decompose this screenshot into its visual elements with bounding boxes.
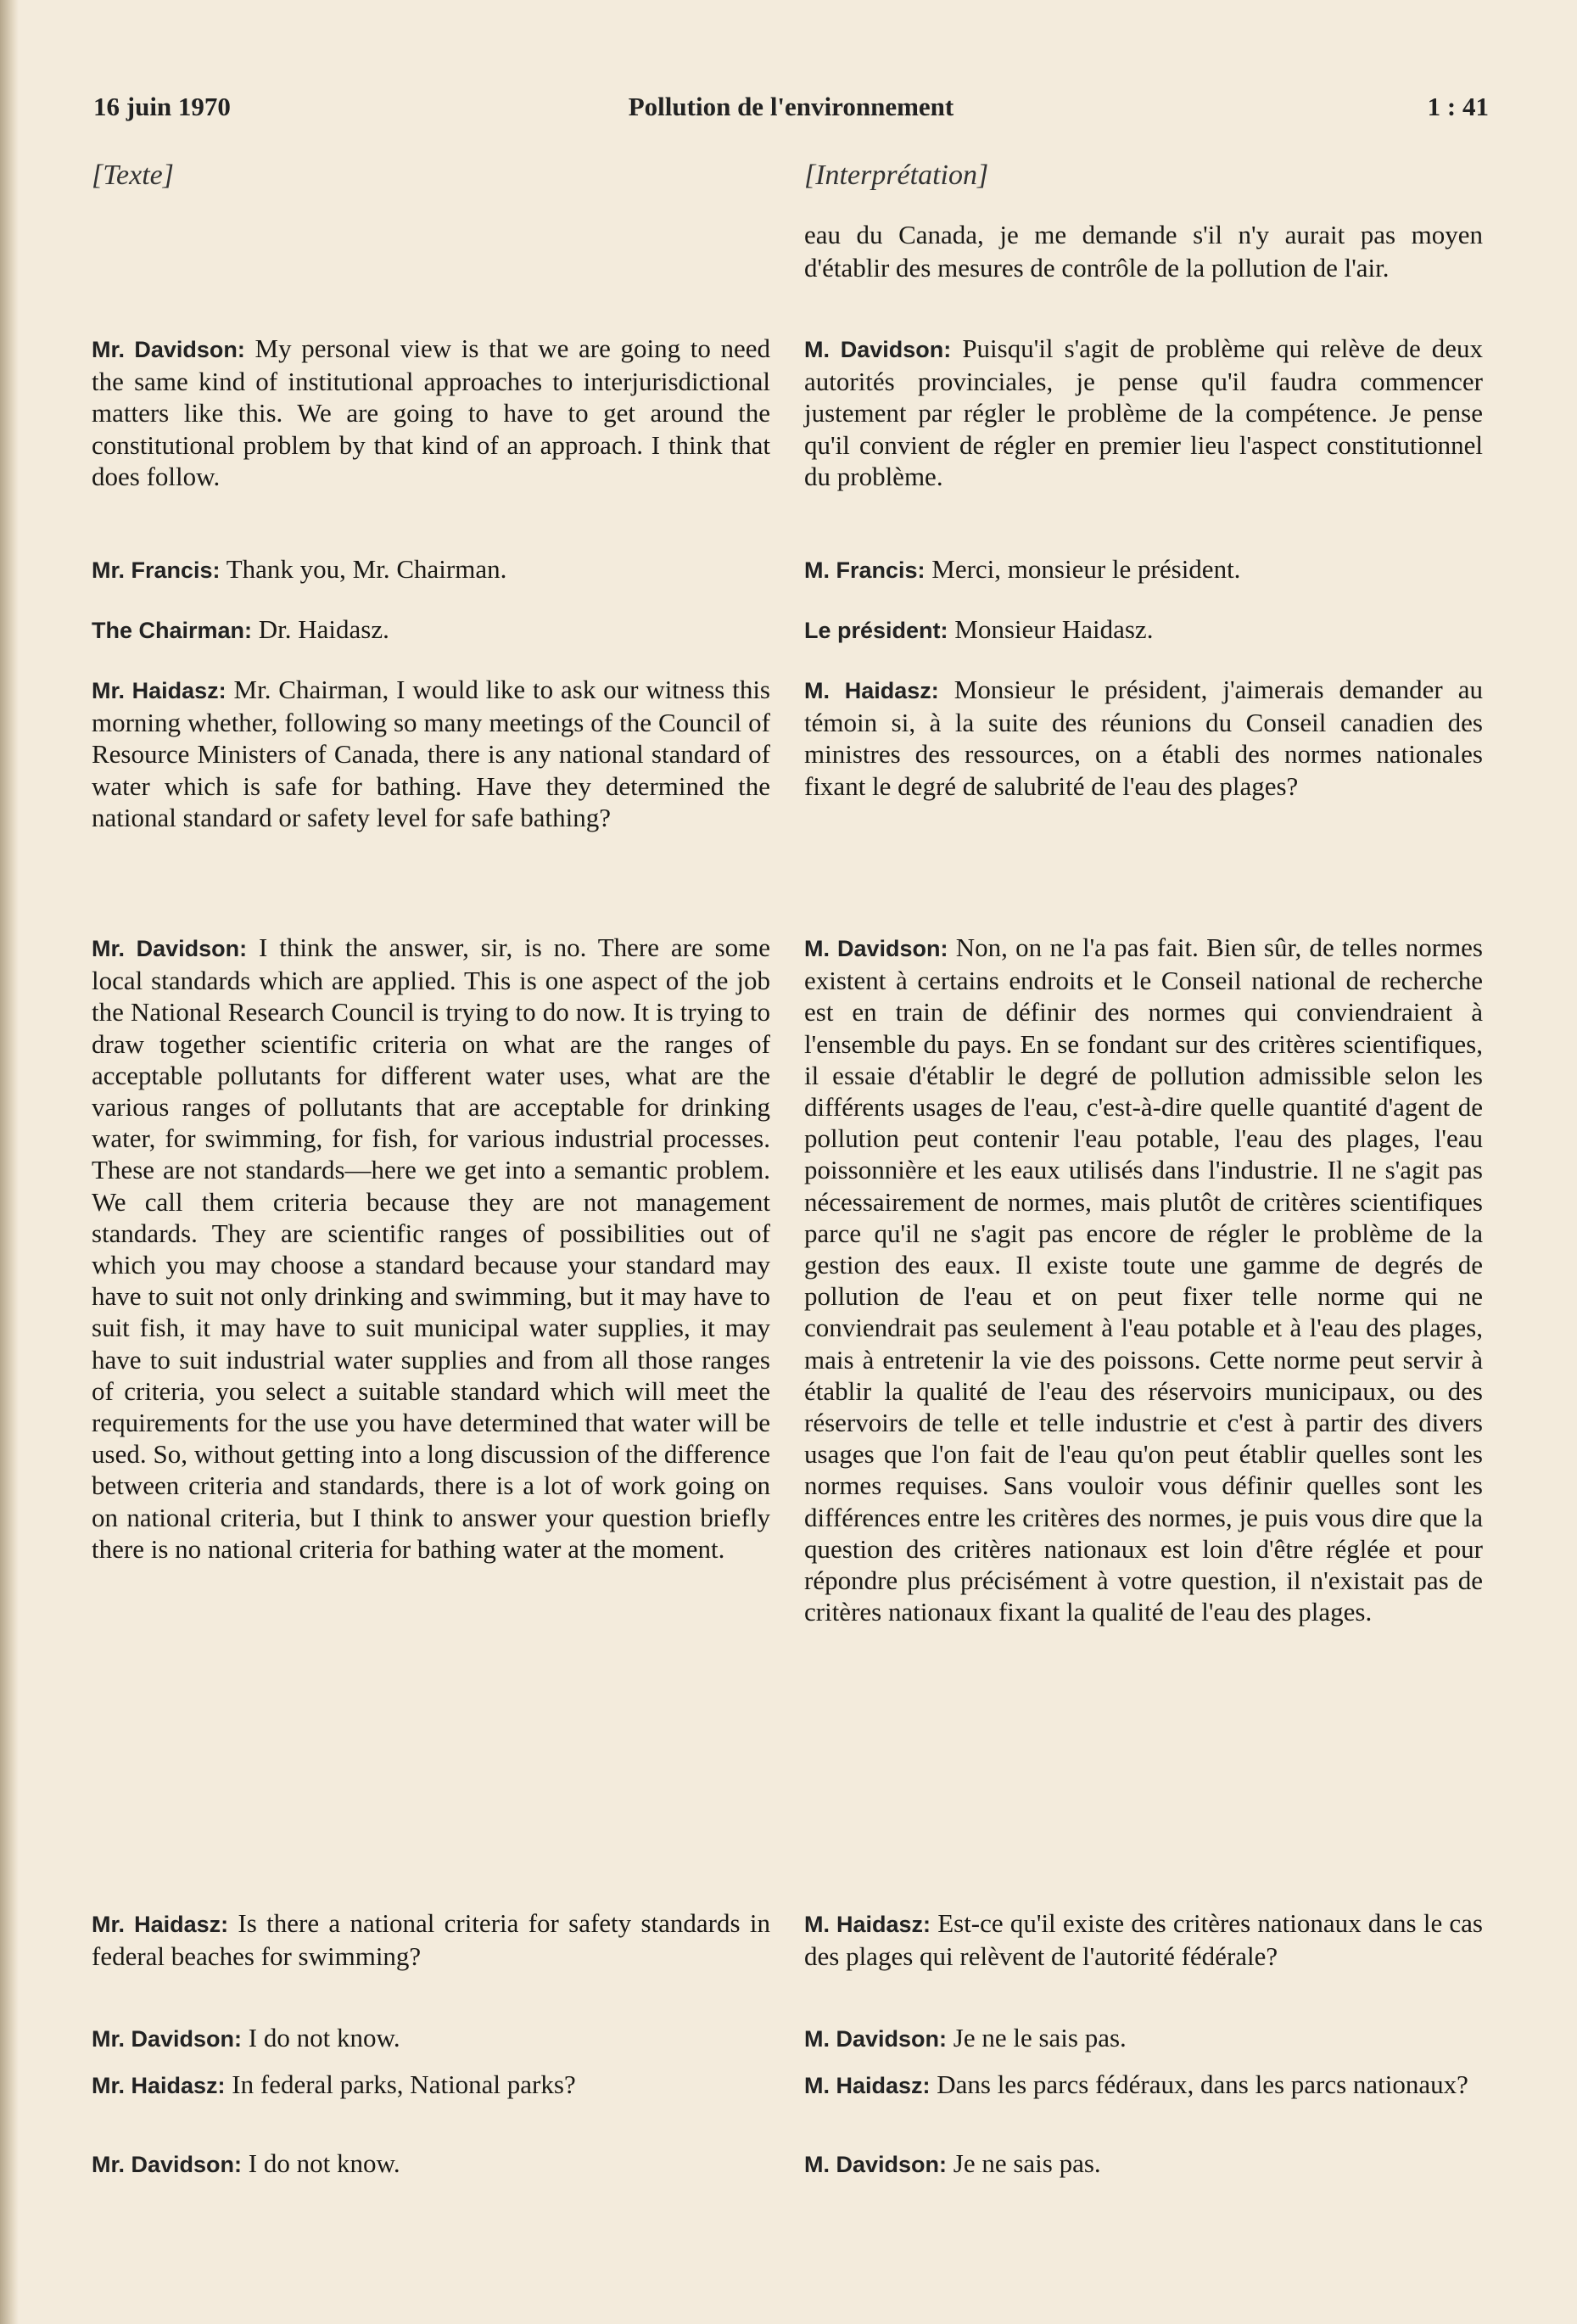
speaker-name: The Chairman: (92, 618, 253, 643)
speaker-name: M. Davidson: (804, 936, 948, 961)
speaker-name: Mr. Haidasz: (92, 1912, 229, 1937)
speaker-name: Mr. Davidson: (92, 2026, 243, 2052)
speaker-name: Mr. Davidson: (92, 2152, 243, 2177)
speech-text: eau du Canada, je me demande s'il n'y aurait pas moyen d'établir des mesures de contrôle de la pollution de l'air. (804, 220, 1483, 283)
speaker-name: M. Davidson: (804, 2152, 948, 2177)
speech-text: Monsieur le président, j'aimerais demander au témoin si, à la suite des réunions du Conseil canadien des ministres des ressources, on a établi des normes nationales fixant le degré de salubrité de l'eau des plages? (804, 675, 1483, 801)
speech-text: Mr. Chairman, I would like to ask our witness this morning whether, following so many meetings of the Council of Resource Ministers of Canada, there is any national standard of water which is safe for bathing. Have they determined the national standard or safety level for safe bathing? (92, 675, 770, 832)
speech-text: I do not know. (242, 2148, 400, 2178)
speech-text: Je ne le sais pas. (947, 2023, 1127, 2052)
column-label-texte: [Texte] (92, 160, 174, 191)
transcript-paragraph (92, 2148, 770, 2181)
page-spine-shadow (0, 0, 19, 2324)
running-header (93, 92, 1489, 127)
transcript-paragraph (804, 2022, 1483, 2055)
speech-text: Merci, monsieur le président. (925, 554, 1241, 584)
speech-text: Thank you, Mr. Chairman. (220, 554, 507, 584)
speech-text: Dr. Haidasz. (252, 614, 389, 644)
header-date: 16 juin 1970 (93, 92, 231, 121)
transcript-paragraph (804, 1907, 1483, 1972)
transcript-paragraph (804, 674, 1483, 802)
speech-text: Je ne sais pas. (947, 2148, 1101, 2178)
speech-text: Non, on ne l'a pas fait. Bien sûr, de telles normes existent à certains endroits et le Conseil national de recherche est en train de définir des normes qui conviendraient à l'ensemble du pays. En se fondant sur des critères scientifiques, il essaie d'établir le degré de pollution admissible selon les différents usages de l'eau, c'est-à-dire quelle quantité d'agent de pollution peut contenir l'eau potable, l'eau des plages, l'eau poissonnière et les eaux utilisés dans l'industrie. Il ne s'agit pas nécessairement de normes, mais plutôt de critères scientifiques parce qu'il ne s'agit pas encore de régler le problème de la gestion des eaux. Il existe toute une gamme de degrés de pollution de l'eau et on peut fixer telle norme qui ne conviendrait pas seulement à l'eau potable et à l'eau des plages, mais à entretenir la vie des poissons. Cette norme peut servir à établir la qualité de l'eau des réservoirs municipaux, ou des réservoirs de telle et telle industrie et c'est à partir des divers usages que l'on fait de l'eau qu'on peut établir quelles sont les normes requises. Sans vouloir vous définir quelles sont les différences entre les critères des normes, je puis vous dire que la question des critères nationaux est loin d'être réglée et pour répondre plus précisément à votre question, il n'existait pas de critères nationaux fixant la qualité de l'eau des plages. (804, 932, 1484, 1627)
speaker-name: M. Haidasz: (804, 678, 939, 703)
speaker-name: Mr. Francis: (92, 557, 221, 583)
speech-text: I do not know. (242, 2023, 400, 2052)
speech-text: Est-ce qu'il existe des critères nationaux dans le cas des plages qui relèvent de l'autorité fédérale? (804, 1908, 1483, 1972)
transcript-paragraph (804, 2148, 1483, 2181)
speaker-name: Le président: (804, 618, 948, 643)
speaker-name: Mr. Davidson: (92, 337, 245, 362)
transcript-paragraph (804, 932, 1483, 1627)
speaker-name: Mr. Haidasz: (92, 678, 226, 703)
transcript-paragraph (92, 613, 770, 647)
speaker-name: M. Francis: (804, 557, 926, 583)
speaker-name: Mr. Davidson: (92, 936, 248, 961)
speech-text: Monsieur Haidasz. (948, 614, 1154, 644)
header-title: Pollution de l'environnement (628, 92, 954, 121)
transcript-paragraph (804, 553, 1483, 586)
transcript-paragraph (92, 333, 770, 492)
transcript-paragraph (804, 219, 1483, 283)
speech-text: My personal view is that we are going to need the same kind of institutional approaches to interjurisdictional matters like this. We are going to have to get around the constitutional problem by that kind of an approach. I think that does follow. (92, 333, 770, 491)
column-label-interpretation: [Interprétation] (804, 160, 989, 191)
header-page-number: 1 : 41 (1427, 92, 1489, 121)
transcript-paragraph (92, 2022, 770, 2055)
transcript-paragraph (92, 932, 770, 1565)
transcript-paragraph (804, 613, 1483, 647)
transcript-paragraph (804, 2069, 1483, 2102)
speech-text: Puisqu'il s'agit de problème qui relève de deux autorités provinciales, je pense qu'il faudra commencer justement par régler le problème de la compétence. Je pense qu'il convient de régler en premier lieu l'aspect constitutionnel du problème. (804, 333, 1483, 491)
speech-text: Is there a national criteria for safety standards in federal beaches for swimming? (92, 1908, 770, 1972)
speech-text: Dans les parcs fédéraux, dans les parcs nationaux? (930, 2069, 1468, 2099)
transcript-paragraph (804, 333, 1483, 492)
transcript-paragraph (92, 553, 770, 586)
transcript-paragraph (92, 2069, 770, 2102)
speaker-name: M. Haidasz: (804, 1912, 931, 1937)
transcript-paragraph (92, 1907, 770, 1972)
speech-text: I think the answer, sir, is no. There are some local standards which are applied. This is one aspect of the job the National Research Council is trying to do now. It is trying to draw together scientific criteria on what are the ranges of acceptable pollutants for different water uses, what are the various ranges of pollutants that are acceptable for drinking water, for swimming, for fish, for various industrial processes. These are not standards—here we get into a semantic problem. We call them criteria because they are not management standards. They are scientific ranges of possibilities out of which you may choose a standard because your standard may have to suit not only drinking and swimming, but it may have to suit fish, it may have to suit municipal water supplies, it may have to suit industrial water supplies and from all those ranges of criteria, you select a suitable standard which will meet the requirements for the use you have determined that water will be used. So, without getting into a long discussion of the difference between criteria and standards, there is a lot of work going on on national criteria, but I think to answer your question briefly there is no national criteria for bathing water at the moment. (92, 932, 771, 1564)
speaker-name: M. Haidasz: (804, 2073, 931, 2098)
transcript-paragraph (92, 674, 770, 833)
speaker-name: M. Davidson: (804, 2026, 948, 2052)
speaker-name: M. Davidson: (804, 337, 952, 362)
speaker-name: Mr. Haidasz: (92, 2073, 226, 2098)
speech-text: In federal parks, National parks? (225, 2069, 576, 2099)
